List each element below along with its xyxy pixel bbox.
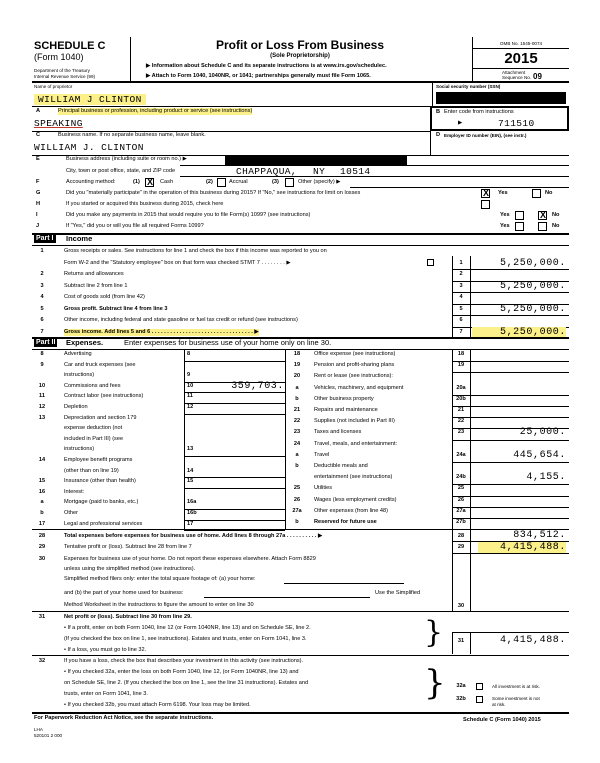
part1-line-text: Form W-2 and the "Statutory employee" box on that form was checked STMT 7 . . . . . . . . ▶ bbox=[64, 259, 291, 266]
lineA-label: Principal business or profession, including product or service (see instructions) bbox=[58, 108, 253, 114]
part1-line-box: 6 bbox=[459, 317, 463, 323]
dept-line1: Department of the Treasury bbox=[34, 68, 90, 73]
expense-line-text: Pension and profit-sharing plans bbox=[314, 362, 395, 369]
part1-line-box: 1 bbox=[459, 259, 463, 266]
line28-num: 28 bbox=[38, 533, 46, 539]
line30-text3: Simplified method filers only: enter the total square footage of: (a) your home: bbox=[64, 576, 256, 582]
lineB-arrow: ▶ bbox=[458, 120, 463, 126]
part1-line-num: 1 bbox=[40, 248, 44, 254]
zip-field[interactable]: 10514 bbox=[340, 166, 371, 177]
line30-text4a: and (b) the part of your home used for business: bbox=[64, 590, 184, 596]
part1-title: Income bbox=[66, 234, 93, 243]
lineA-letter: A bbox=[36, 108, 41, 114]
expense-line-text: included in Part III) (see bbox=[64, 435, 124, 442]
expense-line-text: Reserved for future use bbox=[314, 519, 377, 525]
lineC-letter: C bbox=[36, 132, 41, 138]
expense-line-num: 16 bbox=[38, 488, 46, 495]
expense-line-num: 11 bbox=[39, 393, 45, 400]
lineJ-yes-label: Yes bbox=[500, 223, 510, 229]
line31-num: 31 bbox=[38, 614, 46, 620]
expense-line-box: 20a bbox=[456, 384, 466, 391]
lineI-no-label: No bbox=[552, 212, 560, 218]
lineH-label: If you started or acquired this business during 2015, check here bbox=[66, 201, 224, 207]
sequence-label: Sequence No. bbox=[502, 75, 532, 80]
expense-line-num: 27a bbox=[292, 507, 302, 514]
line28-text: Total expenses before expenses for business use of home. Add lines 8 through 27a . . . . . . . . . . ▶ bbox=[64, 533, 323, 539]
expense-line-text: Commissions and fees bbox=[64, 382, 121, 389]
part2-title: Expenses. bbox=[66, 338, 104, 347]
expense-line-box: 8 bbox=[187, 351, 191, 357]
city-field[interactable]: CHAPPAQUA, bbox=[236, 166, 298, 177]
expense-line-text: (other than on line 19) bbox=[64, 467, 119, 474]
business-activity-field[interactable]: SPEAKING bbox=[34, 118, 83, 129]
expense-line-box: 18 bbox=[457, 351, 465, 357]
line32b-label2: at risk. bbox=[492, 702, 506, 707]
lineF-other-label: Other (specify) ▶ bbox=[298, 179, 341, 185]
part1-line-box: 5 bbox=[459, 305, 463, 312]
expense-line-box: 10 bbox=[187, 382, 194, 389]
expense-line-text: Taxes and licenses bbox=[314, 429, 362, 436]
proprietor-name-label: Name of proprietor bbox=[34, 84, 73, 89]
expense-line-num: b bbox=[295, 463, 299, 469]
part1-line-num: 4 bbox=[40, 294, 44, 300]
lineH-letter: H bbox=[36, 201, 41, 207]
form-identifier: Schedule C (Form 1040) 2015 bbox=[463, 717, 541, 723]
lineI-label: Did you make any payments in 2015 that would require you to file Form(s) 1099? (see instructions) bbox=[66, 212, 311, 218]
lineF-letter: F bbox=[36, 179, 40, 185]
part1-line-text: Gross profit. Subtract line 4 from line 3 bbox=[64, 305, 168, 312]
part1-line-num: 2 bbox=[40, 271, 44, 277]
expense-line-text: Other bbox=[64, 510, 78, 516]
expense-line-num: b bbox=[40, 510, 44, 516]
expense-line-num: 22 bbox=[293, 418, 301, 425]
lineI-yes-label: Yes bbox=[500, 212, 510, 218]
state-field[interactable]: NY bbox=[313, 166, 326, 177]
line31-amount[interactable]: 4,415,488. bbox=[499, 635, 566, 646]
part1-line-text: Other income, including federal and state gasoline or fuel tax credit or refund (see instructions) bbox=[64, 317, 298, 323]
lineG-label: Did you "materially participate" in the operation of this business during 2015? If "No," see instructions for limit on losses bbox=[66, 190, 361, 196]
lineF-opt2: (2) bbox=[206, 179, 213, 185]
expense-line-num: 18 bbox=[293, 351, 301, 357]
lineD-label: Employer ID number (EIN), (see instr.) bbox=[444, 133, 527, 138]
expense-line-num: 12 bbox=[38, 404, 46, 410]
line32a-box: 32a bbox=[456, 683, 466, 689]
expense-line-box: 11 bbox=[187, 393, 193, 400]
part1-line-amount[interactable]: 5,250,000. bbox=[472, 327, 566, 338]
expense-line-text: Vehicles, machinery, and equipment bbox=[314, 384, 404, 391]
paperwork-notice: For Paperwork Reduction Act Notice, see the separate instructions. bbox=[34, 715, 214, 721]
lineI-letter: I bbox=[36, 212, 38, 218]
expense-line-box: 9 bbox=[187, 372, 191, 379]
line32-text5: • If you checked 32b, you must attach Form 6198. Your loss may be limited. bbox=[64, 702, 251, 708]
expense-line-box: 16a bbox=[187, 499, 197, 506]
expense-line-text: Car and truck expenses (see bbox=[64, 361, 136, 368]
expense-line-text: Depreciation and section 179 bbox=[64, 414, 137, 421]
expense-line-num: a bbox=[295, 451, 299, 458]
part2-title-rest: Enter expenses for business use of your home only on line 30. bbox=[124, 338, 332, 347]
expense-line-box: 26 bbox=[457, 496, 465, 503]
expense-line-text: Legal and professional services bbox=[64, 520, 143, 527]
expense-line-amount[interactable]: 359,703. bbox=[231, 380, 284, 392]
lineI-no-mark: X bbox=[540, 210, 547, 220]
line29-box: 29 bbox=[457, 544, 465, 550]
line32-text1: If you have a loss, check the box that describes your investment in this activity (see instructions). bbox=[64, 658, 304, 664]
lineG-yes-mark: X bbox=[483, 188, 490, 198]
lineG-yes-label: Yes bbox=[498, 190, 508, 196]
expense-line-num: 21 bbox=[293, 407, 301, 413]
subtitle: (Sole Proprietorship) bbox=[270, 53, 330, 59]
form-ref: (Form 1040) bbox=[34, 52, 84, 62]
expense-line-box: 13 bbox=[187, 446, 194, 453]
statutory-employee-checkbox[interactable] bbox=[427, 259, 434, 266]
expense-line-num: 23 bbox=[293, 429, 301, 436]
line32a-label: All investment is at risk. bbox=[492, 684, 540, 689]
expense-line-num: 14 bbox=[38, 457, 46, 463]
expense-line-box: 17 bbox=[187, 520, 194, 527]
info-line1: ▶ Information about Schedule C and its separate instructions is at www.irs.gov/schedulec. bbox=[146, 63, 387, 69]
expense-line-num: 20 bbox=[293, 373, 301, 380]
tax-year: 2015 bbox=[504, 50, 538, 67]
expense-line-text: Advertising bbox=[64, 351, 92, 357]
expense-line-box: 22 bbox=[457, 418, 465, 425]
expense-line-amount[interactable]: 4,155. bbox=[526, 472, 566, 484]
part1-line-text: Subtract line 2 from line 1 bbox=[64, 282, 128, 289]
expense-line-num: b bbox=[295, 519, 299, 525]
lineH-checkbox[interactable] bbox=[481, 200, 490, 209]
part1-line-amount[interactable]: 5,250,000. bbox=[499, 303, 566, 315]
part1-line-amount[interactable]: 5,250,000. bbox=[499, 280, 566, 292]
expense-line-text: Contract labor (see instructions) bbox=[64, 393, 144, 400]
lineD-letter: D bbox=[436, 132, 441, 138]
expense-line-box: 12 bbox=[187, 404, 194, 410]
proprietor-name-field[interactable]: WILLIAM J CLINTON bbox=[34, 94, 146, 105]
line29-text: Tentative profit or (loss). Subtract line 28 from line 7 bbox=[64, 544, 192, 550]
main-title: Profit or Loss From Business bbox=[215, 38, 385, 52]
expense-line-amount[interactable]: 25,000. bbox=[519, 427, 566, 439]
part1-line-num: 7 bbox=[40, 328, 44, 335]
part1-line-text: Gross receipts or sales. See instructions for line 1 and check the box if this income was reported to you on bbox=[64, 248, 327, 254]
expense-line-box: 16b bbox=[187, 510, 197, 516]
expense-line-num: 10 bbox=[38, 382, 46, 389]
expense-line-text: entertainment (see instructions) bbox=[314, 474, 393, 481]
expense-line-text: Office expense (see instructions) bbox=[314, 351, 396, 357]
attachment-label: Attachment bbox=[502, 70, 526, 75]
expense-line-box: 27b bbox=[456, 519, 466, 525]
part1-line-amount[interactable]: 5,250,000. bbox=[499, 257, 566, 269]
line32-brace: } bbox=[424, 663, 446, 703]
line30-text5: Method Worksheet in the instructions to figure the amount to enter on line 30 bbox=[64, 602, 254, 608]
sequence-number: 09 bbox=[533, 72, 542, 81]
expense-line-box: 24b bbox=[456, 474, 466, 481]
expense-line-box: 20b bbox=[456, 395, 466, 402]
expense-line-num: b bbox=[295, 395, 299, 402]
part1-line-num: 3 bbox=[40, 282, 44, 289]
line30-text2: unless using the simplified method (see instructions). bbox=[64, 566, 196, 572]
schedule-title: SCHEDULE C bbox=[34, 40, 106, 52]
expense-line-num: 26 bbox=[293, 496, 301, 503]
expense-line-text: Other business property bbox=[314, 395, 374, 402]
ssn-redaction bbox=[436, 92, 566, 104]
lineF-cash-label: Cash bbox=[160, 179, 174, 185]
cash-check-mark: X bbox=[147, 177, 154, 187]
expense-line-box: 21 bbox=[457, 407, 465, 413]
lineG-no-label: No bbox=[545, 190, 553, 196]
part2-label: Part II bbox=[36, 339, 56, 346]
expense-line-text: Wages (less employment credits) bbox=[314, 496, 397, 503]
footer-code1: LHA bbox=[34, 727, 43, 732]
expense-line-text: Insurance (other than health) bbox=[64, 478, 136, 485]
lineF-accrual-label: Accrual bbox=[229, 179, 248, 185]
accrual-checkbox[interactable] bbox=[217, 178, 226, 187]
omb-number: OMB No. 1545-0074 bbox=[499, 41, 543, 46]
lineF-label: Accounting method: bbox=[66, 179, 116, 185]
lineE-letter: E bbox=[36, 156, 40, 162]
expense-line-num: 17 bbox=[38, 520, 46, 527]
expense-line-text: instructions) bbox=[64, 446, 95, 453]
part1-line-text: Returns and allowances bbox=[64, 271, 124, 277]
line31-text2: • If a profit, enter on both Form 1040, line 12 (or Form 1040NR, line 13) and on Schedule SE, line 2. bbox=[64, 625, 311, 631]
line30-num: 30 bbox=[38, 556, 46, 562]
part1-line-box: 4 bbox=[459, 294, 463, 300]
expense-line-box: 25 bbox=[457, 485, 465, 492]
lineE-label1: Business address (including suite or room no.) ▶ bbox=[66, 156, 187, 162]
expense-line-text: Repairs and maintenance bbox=[314, 407, 378, 413]
line30-box: 30 bbox=[457, 603, 465, 609]
line28-amount[interactable]: 834,512. bbox=[513, 530, 566, 541]
lineE-label2: City, town or post office, state, and ZIP code bbox=[66, 168, 176, 174]
lineJ-yes-checkbox[interactable] bbox=[515, 222, 524, 231]
address-redaction bbox=[225, 155, 407, 165]
expense-line-text: instructions) bbox=[64, 372, 95, 379]
part1-line-text: Cost of goods sold (from line 42) bbox=[64, 294, 145, 300]
lineB-label: Enter code from instructions bbox=[444, 109, 514, 115]
lineF-opt3: (3) bbox=[272, 179, 279, 185]
line29-num: 29 bbox=[38, 544, 46, 550]
line30-text4b: Use the Simplified bbox=[375, 590, 421, 596]
expense-line-num: a bbox=[295, 384, 299, 391]
line31-text1: Net profit or (loss). Subtract line 30 from line 29. bbox=[64, 614, 192, 620]
expense-line-num: 13 bbox=[38, 414, 46, 421]
lineJ-no-label: No bbox=[552, 223, 560, 229]
lineF-opt1: (1) bbox=[133, 179, 140, 185]
part1-line-box: 3 bbox=[459, 282, 463, 289]
line31-brace: } bbox=[424, 615, 444, 650]
line32-text4: trusts, enter on Form 1041, line 3. bbox=[64, 691, 148, 697]
business-code-field[interactable]: 711510 bbox=[498, 118, 535, 129]
part1-label: Part I bbox=[36, 235, 54, 242]
expense-line-num: 19 bbox=[293, 362, 301, 369]
line32-text2: • If you checked 32a, enter the loss on both Form 1040, line 12, (or Form 1040NR, line 13) and bbox=[64, 669, 299, 675]
footer-code2: 520101 2 000 bbox=[34, 733, 63, 738]
lineC-label: Business name. If no separate business name, leave blank. bbox=[58, 132, 206, 138]
part1-line-num: 6 bbox=[40, 317, 44, 323]
expense-line-text: Utilities bbox=[314, 485, 333, 492]
line31-text3: (If you checked the box on line 1, see instructions). Estates and trusts, enter on Form 1041, line 3. bbox=[64, 636, 307, 642]
dept-line2: Internal Revenue Service (99) bbox=[34, 74, 96, 79]
part1-line-num: 5 bbox=[40, 305, 44, 312]
part1-line-box: 2 bbox=[459, 271, 463, 277]
expense-line-text: Rent or lease (see instructions): bbox=[314, 373, 393, 380]
line32-num: 32 bbox=[38, 658, 46, 664]
lineI-yes-checkbox[interactable] bbox=[515, 211, 524, 220]
expense-line-box: 24a bbox=[456, 451, 466, 458]
expense-line-amount[interactable]: 445,654. bbox=[513, 449, 566, 461]
part1-line-text: Gross income. Add lines 5 and 6 . . . . . . . . . . . . . . . . . . . . . . . . . . . . . . . . . ▶ bbox=[64, 328, 259, 335]
lineJ-no-checkbox[interactable] bbox=[538, 222, 547, 231]
expense-line-text: Travel bbox=[314, 451, 330, 458]
expense-line-num: 24 bbox=[293, 440, 301, 447]
expense-line-box: 23 bbox=[457, 429, 465, 436]
expense-line-box: 14 bbox=[187, 467, 194, 474]
lineJ-label: If "Yes," did you or will you file all required Forms 1099? bbox=[66, 223, 204, 229]
lineJ-letter: J bbox=[36, 223, 40, 229]
part1-line-box: 7 bbox=[459, 328, 463, 335]
business-name-field[interactable]: WILLIAM J. CLINTON bbox=[34, 142, 144, 153]
line29-amount[interactable]: 4,415,488. bbox=[478, 542, 566, 553]
line28-box: 28 bbox=[457, 533, 465, 539]
lineG-letter: G bbox=[36, 190, 41, 196]
line32b-box: 32b bbox=[456, 696, 466, 702]
expense-line-text: Interest: bbox=[64, 488, 85, 495]
line32b-label1: Some investment is not bbox=[492, 696, 540, 701]
expense-line-num: 25 bbox=[293, 485, 301, 492]
expense-line-box: 19 bbox=[457, 362, 465, 369]
expense-line-text: Supplies (not included in Part III) bbox=[314, 418, 395, 425]
info-line2: ▶ Attach to Form 1040, 1040NR, or 1041; partnerships generally must file Form 1065. bbox=[146, 73, 371, 79]
expense-line-num: 8 bbox=[40, 351, 44, 357]
line31-text4: • If a loss, you must go to line 32. bbox=[64, 647, 147, 653]
expense-line-text: Travel, meals, and entertainment: bbox=[314, 440, 398, 447]
other-method-checkbox[interactable] bbox=[285, 178, 294, 187]
expense-line-text: expense deduction (not bbox=[64, 425, 123, 432]
lineG-no-checkbox[interactable] bbox=[532, 189, 541, 198]
line32-text3: on Schedule SE, line 2. (If you checked the box on line 1, see the line 31 instructions). Estates and bbox=[64, 680, 309, 686]
expense-line-box: 27a bbox=[456, 507, 466, 514]
line31-box: 31 bbox=[457, 638, 465, 644]
lineB-letter: B bbox=[436, 109, 441, 115]
ssn-label: Social security number (SSN) bbox=[436, 84, 501, 89]
line32a-checkbox[interactable] bbox=[476, 683, 483, 690]
expense-line-box: 15 bbox=[187, 478, 194, 485]
expense-line-num: 9 bbox=[40, 361, 44, 368]
expense-line-num: 15 bbox=[38, 478, 46, 485]
line32b-checkbox[interactable] bbox=[476, 696, 483, 703]
expense-line-num: a bbox=[40, 499, 44, 506]
expense-line-text: Other expenses (from line 48) bbox=[314, 507, 388, 514]
expense-line-text: Deductible meals and bbox=[314, 463, 368, 469]
line30-text1: Expenses for business use of your home. Do not report these expenses elsewhere. Attach Form 8829 bbox=[64, 556, 316, 562]
expense-line-text: Depletion bbox=[64, 404, 88, 410]
expense-line-text: Employee benefit programs bbox=[64, 457, 133, 463]
expense-line-text: Mortgage (paid to banks, etc.) bbox=[64, 499, 139, 506]
